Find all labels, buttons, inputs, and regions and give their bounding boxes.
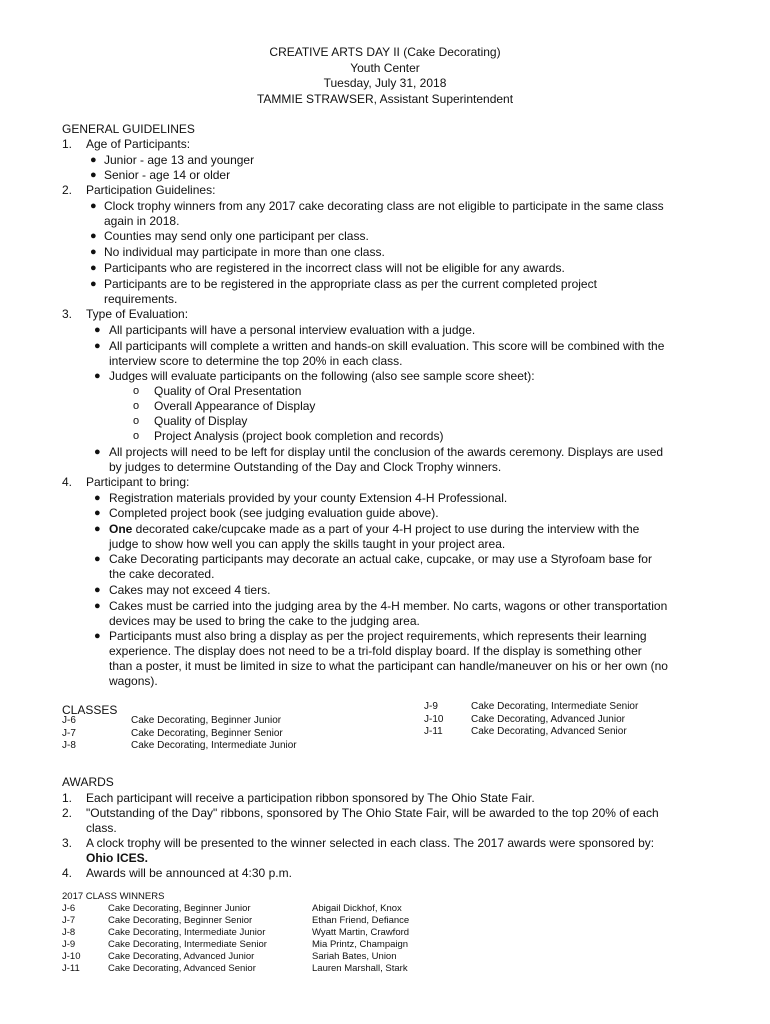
winner-class-name: Cake Decorating, Intermediate Junior — [108, 927, 266, 938]
list-item: Clock trophy winners from any 2017 cake decorating class are not eligible to participate in the same class — [104, 199, 664, 213]
class-name: Cake Decorating, Advanced Senior — [471, 726, 627, 737]
winner-class-name: Cake Decorating, Advanced Junior — [108, 951, 255, 962]
subsection-title: Participation Guidelines: — [86, 183, 216, 197]
list-item: Registration materials provided by your county Extension 4-H Professional. — [109, 491, 508, 505]
winner-class-name: Cake Decorating, Beginner Junior — [108, 903, 251, 914]
winner-class-code: J-11 — [62, 963, 80, 974]
list-item-text: decorated cake/cupcake made as a part of your 4-H project to use during the interview with the — [132, 522, 640, 536]
sub-list-item: Quality of Oral Presentation — [154, 384, 302, 398]
winner-class-name: Cake Decorating, Beginner Senior — [108, 915, 253, 926]
list-item: Participants who are registered in the incorrect class will not be eligible for any awards. — [104, 261, 565, 275]
list-item-continuation: interview score to determine the top 20% in each class. — [109, 354, 403, 368]
list-item-continuation: than a poster, it must be limited in size to what the participant can handle/maneuver on his or her own (no — [109, 659, 668, 673]
bullet-icon: ● — [94, 340, 101, 352]
winner-class-code: J-9 — [62, 939, 76, 950]
circle-bullet-icon: o — [133, 415, 140, 427]
class-name: Cake Decorating, Advanced Junior — [471, 713, 625, 725]
winner-class-name: Cake Decorating, Advanced Senior — [108, 963, 256, 974]
superintendent: TAMMIE STRAWSER, Assistant Superintendent — [256, 92, 514, 106]
class-code: J-9 — [424, 701, 438, 712]
sponsor-bold: Ohio ICES. — [86, 851, 149, 865]
sub-list-item: Quality of Display — [154, 414, 248, 428]
section-heading-general-guidelines: GENERAL GUIDELINES — [62, 122, 195, 136]
list-item: Junior - age 13 and younger — [104, 153, 255, 167]
list-item: "Outstanding of the Day" ribbons, sponsored by The Ohio State Fair, will be awarded to the top 20% of each — [86, 806, 659, 820]
bullet-icon: ● — [94, 553, 101, 565]
winner-name: Mia Printz, Champaign — [312, 939, 409, 950]
list-number: 4. — [62, 475, 73, 489]
bullet-icon: ● — [90, 246, 97, 258]
list-item-continuation: judge to show how well you can apply the skills taught in your project area. — [109, 537, 506, 551]
bullet-icon: ● — [90, 262, 97, 274]
class-code: J-11 — [424, 726, 443, 737]
class-name: Cake Decorating, Beginner Junior — [131, 715, 282, 726]
list-item: Awards will be announced at 4:30 p.m. — [86, 866, 292, 880]
section-heading-classes: CLASSES — [62, 703, 118, 717]
list-item: Senior - age 14 or older — [104, 168, 231, 182]
winner-name: Wyatt Martin, Crawford — [312, 927, 410, 938]
list-item: Participants are to be registered in the appropriate class as per the current completed project — [104, 277, 597, 291]
list-item: Cake Decorating participants may decorate an actual cake, cupcake, or may use a Styrofoam base for — [109, 552, 652, 566]
winner-class-code: J-10 — [62, 951, 81, 962]
list-item: Counties may send only one participant per class. — [104, 229, 369, 243]
winner-name: Ethan Friend, Defiance — [312, 915, 410, 926]
list-item: Cakes may not exceed 4 tiers. — [109, 583, 271, 597]
class-name: Cake Decorating, Intermediate Senior — [471, 701, 639, 712]
subsection-title: Age of Participants: — [86, 137, 191, 151]
winner-class-code: J-6 — [62, 903, 76, 914]
class-name: Cake Decorating, Intermediate Junior — [131, 740, 297, 751]
list-item-continuation: requirements. — [104, 292, 178, 306]
bullet-icon: ● — [94, 584, 101, 596]
bullet-icon: ● — [90, 169, 97, 181]
list-number: 3. — [62, 836, 73, 850]
section-heading-winners: 2017 CLASS WINNERS — [62, 891, 165, 902]
winner-name: Sariah Bates, Union — [312, 951, 397, 962]
list-item: A clock trophy will be presented to the winner selected in each class. The 2017 awards were sponsored by: — [86, 836, 655, 850]
bullet-icon: ● — [94, 600, 101, 612]
bullet-icon: ● — [94, 507, 101, 519]
list-item: Cakes must be carried into the judging area by the 4-H member. No carts, wagons or other transportation — [109, 599, 668, 613]
list-item-continuation: the cake decorated. — [109, 567, 215, 581]
class-code: J-8 — [62, 740, 76, 751]
list-item-continuation: experience. The display does not need to be a tri-fold display board. If the display is something other — [109, 644, 642, 658]
list-item: Each participant will receive a participation ribbon sponsored by The Ohio State Fair. — [86, 791, 535, 805]
sub-list-item: Overall Appearance of Display — [154, 399, 316, 413]
list-item: Participants must also bring a display as per the project requirements, which represents their learning — [109, 629, 647, 643]
list-item: No individual may participate in more than one class. — [104, 245, 385, 259]
list-item: All projects will need to be left for display until the conclusion of the awards ceremony. Displays are used — [109, 445, 664, 459]
list-item — [109, 522, 639, 537]
list-number: 2. — [62, 806, 73, 820]
section-heading-awards: AWARDS — [62, 775, 114, 789]
winner-name: Abigail Dickhof, Knox — [312, 903, 402, 914]
bullet-icon: ● — [90, 154, 97, 166]
list-number: 1. — [62, 791, 73, 805]
list-item-continuation: by judges to determine Outstanding of the Day and Clock Trophy winners. — [109, 460, 502, 474]
bullet-icon: ● — [94, 446, 101, 458]
bullet-icon: ● — [94, 324, 101, 336]
list-number: 3. — [62, 307, 73, 321]
circle-bullet-icon: o — [133, 400, 140, 412]
event-date: Tuesday, July 31, 2018 — [323, 76, 447, 90]
circle-bullet-icon: o — [133, 385, 140, 397]
class-code: J-7 — [62, 727, 76, 739]
subsection-title: Participant to bring: — [86, 475, 190, 489]
class-name: Cake Decorating, Beginner Senior — [131, 727, 283, 739]
list-number: 1. — [62, 137, 73, 151]
bullet-icon: ● — [90, 230, 97, 242]
venue: Youth Center — [350, 61, 420, 75]
class-code: J-6 — [62, 715, 76, 726]
list-item: Completed project book (see judging evaluation guide above). — [109, 506, 439, 520]
list-item: Judges will evaluate participants on the following (also see sample score sheet): — [109, 369, 535, 383]
bullet-icon: ● — [94, 370, 101, 382]
bullet-icon: ● — [90, 200, 97, 212]
list-item: All participants will have a personal interview evaluation with a judge. — [109, 323, 476, 337]
bullet-icon: ● — [94, 492, 101, 504]
document-title: CREATIVE ARTS DAY II (Cake Decorating) — [269, 45, 501, 59]
bullet-icon: ● — [90, 278, 97, 290]
bullet-icon: ● — [94, 523, 101, 535]
winner-class-code: J-7 — [62, 915, 76, 926]
bullet-icon: ● — [94, 630, 101, 642]
list-item-continuation: wagons). — [109, 674, 158, 688]
list-number: 2. — [62, 183, 73, 197]
sponsor-name — [86, 851, 148, 866]
winner-class-code: J-8 — [62, 927, 76, 938]
circle-bullet-icon: o — [133, 430, 140, 442]
list-item-continuation: again in 2018. — [104, 214, 180, 228]
list-item-continuation: class. — [86, 821, 117, 835]
winner-name: Lauren Marshall, Stark — [312, 963, 408, 974]
sub-list-item: Project Analysis (project book completion and records) — [154, 429, 444, 443]
winner-class-name: Cake Decorating, Intermediate Senior — [108, 939, 267, 950]
list-item-continuation: devices may be used to bring the cake to the judging area. — [109, 614, 420, 628]
class-code: J-10 — [424, 713, 444, 725]
list-item: All participants will complete a written and hands-on skill evaluation. This score will be combined with the — [109, 339, 665, 353]
subsection-title: Type of Evaluation: — [86, 307, 189, 321]
list-number: 4. — [62, 866, 73, 880]
emphasis-one: One — [109, 522, 133, 536]
